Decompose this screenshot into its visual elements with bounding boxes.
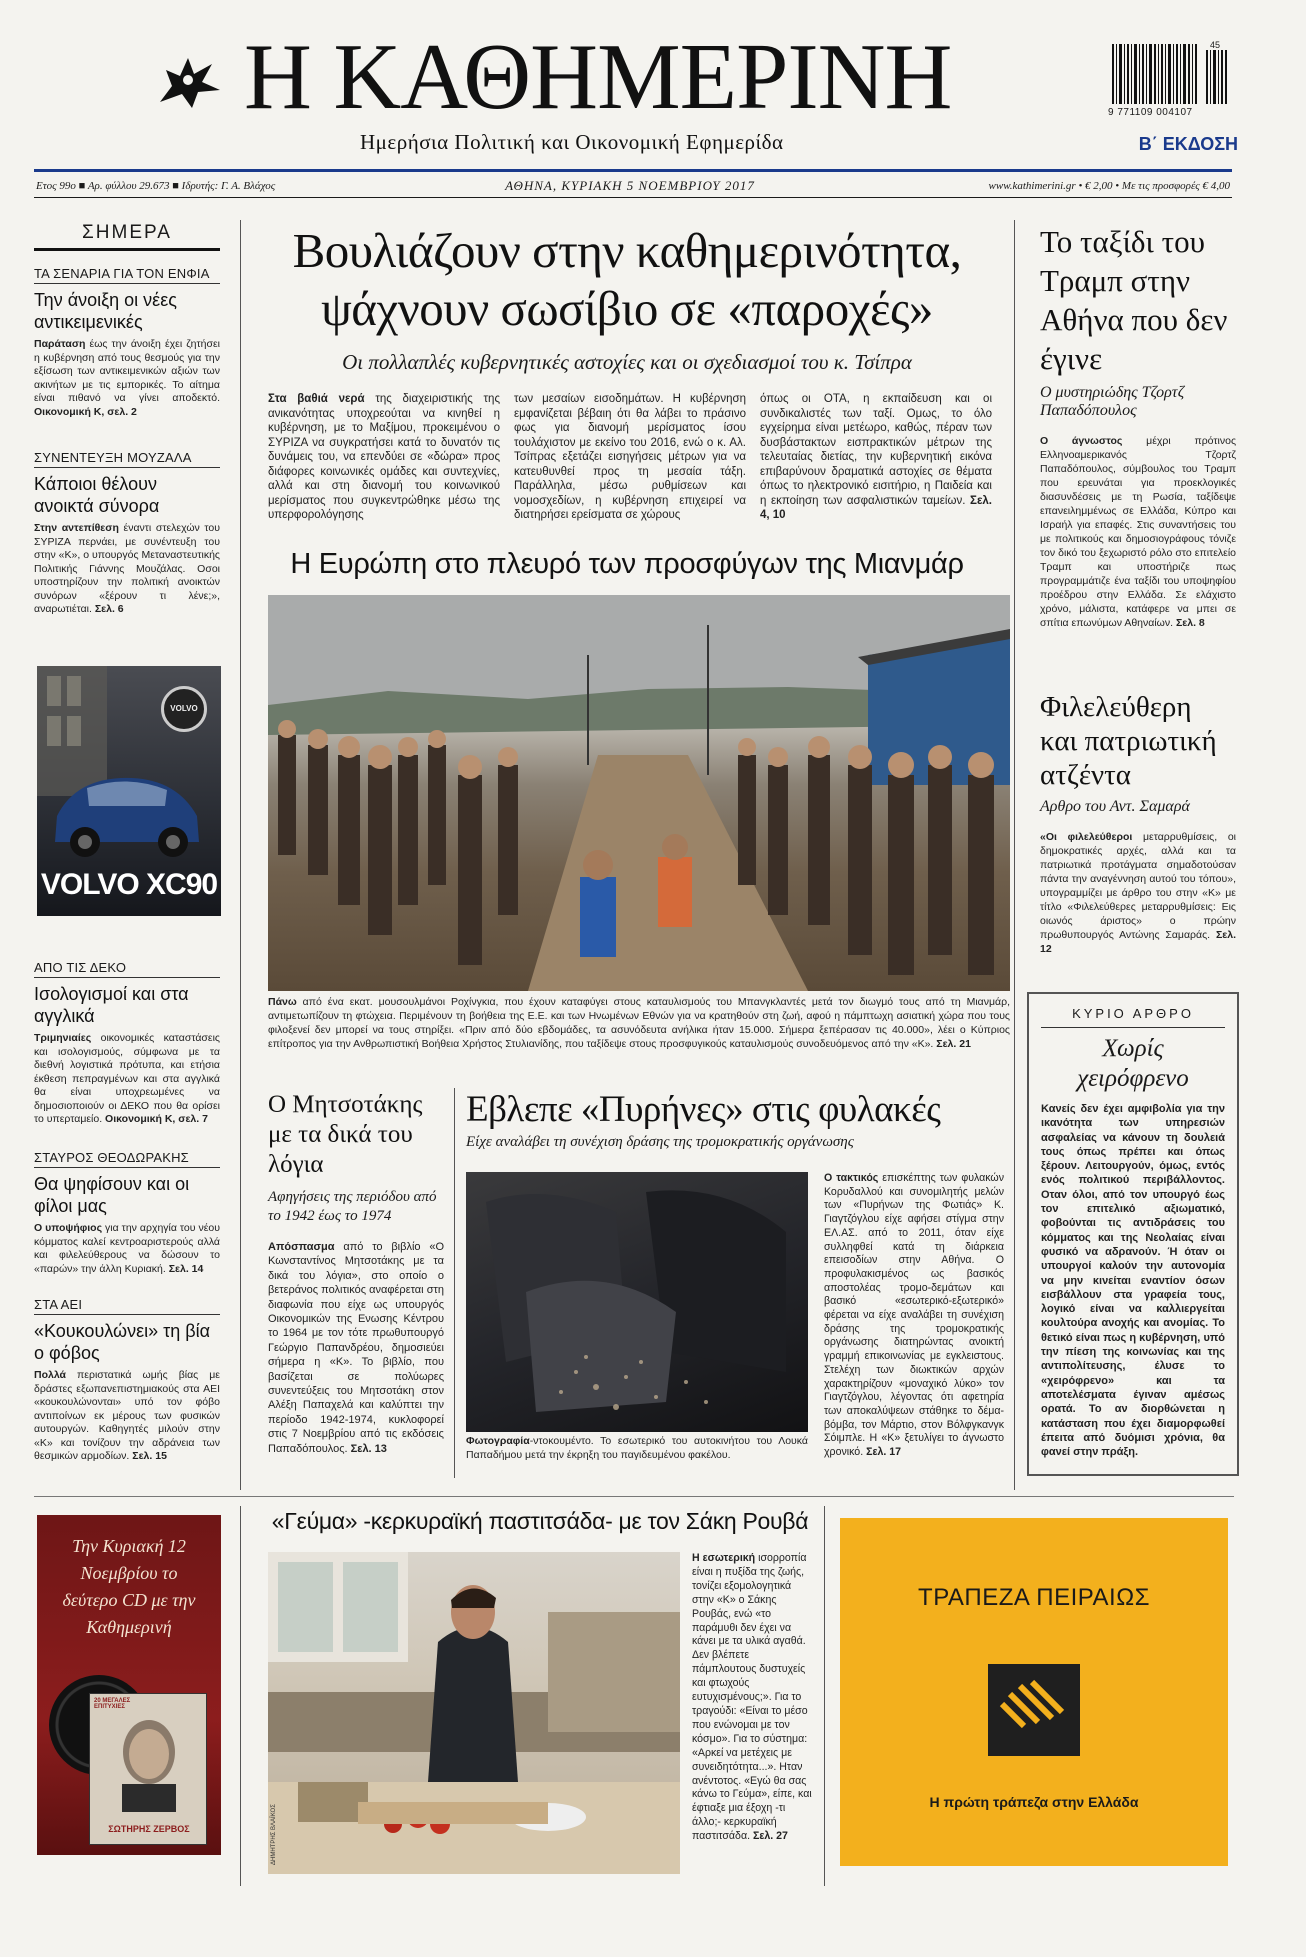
masthead-logo-icon — [150, 40, 228, 118]
pyrines-caption — [466, 1435, 808, 1462]
mitsotakis-body — [268, 1240, 444, 1456]
lead-col-1 — [268, 392, 500, 523]
lead-story[interactable] — [262, 222, 992, 522]
pyrines-caption-lead: Φωτογραφία — [466, 1435, 530, 1447]
pyrines-headline: Εβλεπε «Πυρήνες» στις φυλακές — [466, 1089, 941, 1130]
lead-headline: Βουλιάζουν στην καθημερινότητα, ψάχνουν σωσίβιο σε «παροχές» — [292, 223, 962, 336]
cd-cover — [89, 1693, 207, 1845]
pyrines-caption-text: -ντοκουμέντο. Το εσωτερικό του αυτοκινήτου του Λουκά Παπαδήμου μετά την έκρηξη του παγιδευμένου φακέλου. — [466, 1435, 808, 1461]
bank-slogan: Η πρώτη τράπεζα στην Ελλάδα — [929, 1794, 1139, 1810]
trump-lead: Ο άγνωστος — [1040, 435, 1123, 447]
left-item-text: οικονομικές καταστάσεις και ισολογισμούς, σύμφωνα με τα διεθνή λογιστικά πρότυπα, και ετήσια έκθεση πεπραγμένων και στα αγγλικά θα είναι υποχρεωμένες να δημοσιοποιούν οι ΔΕΚΟ που θα ορίσει το υπερταμείο. — [34, 1032, 220, 1125]
masthead-rule-bottom — [34, 197, 1232, 198]
left-item[interactable] — [34, 450, 220, 617]
mitsotakis-subhead: Αφηγήσεις της περιόδου από το 1942 έως το 1974 — [268, 1189, 437, 1224]
today-title: ΣΗΜΕΡΑ — [34, 222, 220, 251]
barcode-number: 9 771109 004107 — [1108, 107, 1193, 118]
trump-text: μέχρι πρότινος Ελληνοαμερικανός Τζορτζ Παπαδόπουλος, σύμβουλος του Τραμπ που ερευνάται για προεκλογικές διασυνδέσεις με τη Ρωσία, ταξίδεψε επανειλημμένως σε Ελλάδα, Κύπρο και Ισραήλ για επαφές. Στις συναντήσεις του με πολιτικούς και δημοσιογράφους τόνιζε τον δικό του ξεχωριστό ρόλο στο επιτελείο Τραμπ και υποστήριζε πως προγραμμάτιζε ένα ταξίδι του υποψηφίου προέδρου στην Ελλάδα. Σε ελάχιστο χρόνο, μάλιστα, κατάφερε να μπει σε σπίτια επωνύμων Αθηναίων. — [1040, 435, 1236, 629]
lead-lead: Στα βαθιά νερά — [268, 393, 365, 405]
volvo-badge — [161, 686, 207, 732]
left-item-ref: Σελ. 14 — [165, 1262, 204, 1275]
cd-cover-name: ΣΩΤΗΡΗΣ ΖΕΡΒΟΣ — [108, 1824, 190, 1834]
left-item[interactable] — [34, 1150, 220, 1276]
trump-headline: Το ταξίδι του Τραμπ στην Αθήνα που δεν έγινε — [1040, 224, 1228, 376]
barcode-issue: 45 — [1210, 40, 1221, 50]
left-item-kicker: ΣΤΑΥΡΟΣ ΘΕΟΔΩΡΑΚΗΣ — [34, 1150, 220, 1168]
volvo-model: VOLVO XC90 — [40, 868, 218, 901]
left-item-ref: Οικονομική Κ, σελ. 7 — [102, 1113, 208, 1125]
myanmar-ref: Σελ. 21 — [933, 1038, 971, 1050]
left-item-kicker: ΣΤΑ ΑΕΙ — [34, 1297, 220, 1315]
samaras-text: μεταρρυθμίσεις, οι δημοκρατικές αρχές, αλλά και τα πατριωτικά προτάγματα σημαδοτούσαν πάντα την αναγέννηση αυτού του τόπου», υπογραμμίζει με άρθρο του στην «Κ» με τίτλο «Φιλελεύθερες μεταρρυθμίσεις: Εις οιωνός άριστος» ο πρώην πρωθυπουργός Αντώνης Σαμαράς. — [1040, 831, 1236, 941]
left-item-kicker: ΣΥΝΕΝΤΕΥΞΗ ΜΟΥΖΑΛΑ — [34, 450, 220, 468]
bank-logo-icon — [988, 1664, 1080, 1756]
pyrines-body — [824, 1172, 1004, 1460]
samaras-body — [1040, 830, 1236, 956]
myanmar-caption-text: από ένα εκατ. μουσουλμάνοι Ροχίνγκια, που έχουν καταφύγει στους καταυλισμούς του Μπανγκλαντές μετά τον διωγμό τους από τη Μιανμάρ, αντιμετωπίζουν τη φτώχεια. Περιμένουν τη βοήθεια της Ε.Ε. και των Ηνωμένων Εθνών για να κρατηθούν στη ζωή, αφού η πάμπτωχη ασιατική χώρα που τους φιλοξενεί δεν μπορεί να τους στηρίξει. «Πριν από δύο εβδομάδες, τα ασυνόδευτα ανήλικα ήταν 15.000. Σήμερα ξεπέρασαν τις 40.000», λέει ο Κύπριος επίτροπος για την Ανθρωπιστική Βοήθεια Χρήστος Στυλιανίδης, που ταξίδεψε στους προσφυγικούς καταυλισμούς συνοδευόμενος από την «Κ». — [268, 996, 1010, 1050]
trump-body — [1040, 434, 1236, 630]
left-item-text: έναντι στελεχών του ΣΥΡΙΖΑ περνάει, με συνέντευξη του στην «Κ», ο υπουργός Μεταναστευτικής Πολιτικής Γιάννης Μουζάλας. Οσοι υποστηρίζουν την πολιτική ανοικτών συνόρων «ξέρουν τι λένε;», αναρωτιέται. — [34, 522, 221, 615]
left-column — [34, 222, 220, 251]
cd-cover-label: 20 ΜΕΓΑΛΕΣ ΕΠΙΤΥΧΙΕΣ — [94, 1698, 131, 1710]
pyrines-subhead: Είχε αναλάβει τη συνέχιση δράσης της τρομοκρατικής οργάνωσης — [466, 1134, 854, 1150]
trump-byline: Ο μυστηριώδης Τζορτζ Παπαδόπουλος — [1040, 384, 1185, 419]
mitsotakis-text: από το βιβλίο «Ο Κωνσταντίνος Μητσοτάκης με τα δικά του λόγια», στο οποίο ο βετεράνος πολιτικός αναφέρεται στη διαφωνία που είχε ως υπουργός Οικονομικών της Ενωσης Κέντρου το 1964 με τον τότε πρωθυπουργό Γεώργιο Παπανδρέου, δημοσιεύει σήμερα η «Κ». Το βιβλίο, που βασίζεται σε πολύωρες συνεντεύξεις του Μητσοτάκη στον Αλέξη Παπαχελά και καλύπτει την περίοδο 1942-1974, κυκλοφορεί στις 7 Νοεμβρίου από τις εκδόσεις Παπαδόπουλος. — [268, 1241, 444, 1455]
separator-bottom-left — [240, 1506, 241, 1886]
lead-col-2-text: των μεσαίων εισοδημάτων. Η κυβέρνηση εμφανίζεται βέβαιη ότι θα λάβει το πράσινο φως για διανομή μερίσματος ίσου τουλάχιστον με εκείνο του 2016, ενώ ο κ. Αλ. Τσίπρας εξετάζει εισηγήσεις μέτρων για να κατευθυνθεί προς τη μεσαία τάξη. Παράλληλα, μέσω ρυθμίσεων και νομοσχεδίων, η κυβέρνηση επιχειρεί να διατηρήσει ερείσματα σε χώρους — [514, 393, 746, 521]
separator-bottom — [34, 1496, 1234, 1497]
left-item-body — [34, 338, 220, 419]
piraeus-bank-ad[interactable] — [840, 1518, 1228, 1866]
mitsotakis-lead: Απόσπασμα — [268, 1241, 335, 1253]
cd-ad[interactable] — [37, 1515, 221, 1855]
left-item-headline: Ισολογισμοί και στα αγγλικά — [34, 984, 189, 1026]
left-item-lead: Πολλά — [34, 1369, 67, 1381]
left-item-lead: Παράταση — [34, 338, 86, 350]
refugee-crowd-image — [268, 595, 1010, 991]
year-issue: Ετος 99ο ■ Αρ. φύλλου 29.673 ■ Ιδρυτής: Γ. Α. Βλάχος — [36, 180, 276, 192]
myanmar-photo — [268, 595, 1010, 991]
pyrines-photo — [466, 1172, 808, 1432]
rouvas-photo-credit: ΔΗΜΗΤΡΗΣ ΒΛΑΪΚΟΣ — [271, 1804, 277, 1865]
left-item-headline: Κάποιοι θέλουν ανοικτά σύνορα — [34, 474, 160, 516]
myanmar-caption — [268, 995, 1010, 1051]
chef-cooking-image — [268, 1552, 680, 1874]
separator-mitsotakis — [454, 1088, 455, 1478]
left-item-text: περιστατικά ωμής βίας με δράστες εξωπανεπιστημιακούς στα ΑΕΙ «κουκουλώνονται» υπό τον φόβο αντιποίνων εκ μέρους των φυσικών αυτουργών. Καθηγητές μιλούν στην «Κ» και τονίζουν την αδράνεια των θεσμικών αρμοδίων. — [34, 1369, 220, 1462]
cd-portrait-image — [108, 1712, 190, 1812]
myanmar-headline[interactable]: Η Ευρώπη στο πλευρό των προσφύγων της Μιανμάρ — [290, 548, 964, 580]
left-item-lead: Τριμηνιαίες — [34, 1032, 92, 1044]
left-item-lead: Ο υποψήφιος — [34, 1222, 103, 1234]
rouvas-lead: Η εσωτερική — [692, 1552, 756, 1564]
masthead-rule-top — [34, 169, 1232, 172]
dateline: ΑΘΗΝΑ, ΚΥΡΙΑΚΗ 5 ΝΟΕΜΒΡΙΟΥ 2017 — [505, 178, 755, 193]
pyrines-lead: Ο τακτικός — [824, 1172, 879, 1184]
lead-col-1-text: της διαχειριστικής της ανικανότητας υποχρεούται να κινηθεί η κυβέρνηση, με το Μαξίμου, προκειμένου ο ΣΥΡΙΖΑ να συγκρατήσει κατά το δυνατόν τις δυνάμεις του, να επενδύει σε «δώρα» προς διάφορες κοινωνικές ομάδες και συντεχνίες, αλλά και στη διανομή του κοινωνικού μερίσματος που συγκεντρώθηκε μέσω της υπερφορολόγησης — [268, 393, 500, 521]
myanmar-caption-lead: Πάνω — [268, 996, 297, 1008]
rouvas-body — [692, 1552, 816, 1844]
price-line: www.kathimerini.gr • € 2,00 • Με τις προσφορές € 4,00 — [988, 180, 1230, 192]
samaras-lead: «Οι φιλελεύθεροι — [1040, 831, 1133, 843]
samaras-byline: Αρθρο του Αντ. Σαμαρά — [1040, 798, 1190, 815]
rouvas-story[interactable] — [262, 1508, 818, 1878]
pyrines-text: επισκέπτης των φυλακών Κορυδαλλού και συνομιλητής μελών των «Πυρήνων της Φωτιάς» Κ. Γιαγτζόγλου είχε αφήσει στίγμα στην ΕΛ.ΑΣ. από το 2011, όταν είχε συλληφθεί κατά τη διάρκεια επεισοδίων στην Αθήνα. Ο προφυλακισμένος ως βασικός αποστολέας τρομο-δεμάτων και βασικό «εσωτερικό-εξωτερικό» φέρεται να είχε αναλάβει τη συνέχιση δράσης της τρομοκρατικής οργάνωσης διατηρώντας ανοικτή γραμμή επικοινωνίας με εγκλειστους. Στελέχη των διωκτικών αρχών χαρακτηρίζουν «μοναχικό λύκο» τον Γιαγτζόγλου, λέγοντας ότι αφετηρία των αποκαλύψεων στάθηκε το δέμα-βόμβα, τον Μάρτιο, στον Βόλφγκανγκ Σόιμπλε. Η «Κ» ξετυλίγει το άγνωστο χρονικό. — [824, 1172, 1005, 1459]
left-item-ref: Οικονομική Κ, σελ. 2 — [34, 405, 137, 418]
left-item-body — [34, 1222, 220, 1276]
left-item-headline: Την άνοιξη οι νέες αντικειμενικές — [34, 290, 177, 332]
samaras-headline: Φιλελεύθερη και πατριωτική ατζέντα — [1040, 691, 1217, 791]
samaras-story[interactable] — [1040, 690, 1236, 956]
editorial-headline: Χωρίς χειρόφρενο — [1077, 1035, 1189, 1092]
left-item-lead: Στην αντεπίθεση — [34, 522, 119, 534]
left-item-headline: «Κουκουλώνει» τη βία ο φόβος — [34, 1321, 210, 1363]
bank-name: ΤΡΑΠΕΖΑ ΠΕΙΡΑΙΩΣ — [918, 1584, 1150, 1611]
volvo-badge-text: VOLVO — [170, 704, 198, 713]
left-item-headline: Θα ψηφίσουν και οι φίλοι μας — [34, 1174, 190, 1216]
rouvas-ref: Σελ. 27 — [750, 1830, 788, 1843]
trump-story[interactable] — [1040, 222, 1236, 630]
masthead-title: Η ΚΑΘΗΜΕΡΙΝΗ — [244, 25, 952, 129]
left-item-text: για την αρχηγία του νέου κόμματος καλεί κεντροαριστερούς αλλά και φιλελεύθερους να δώσουν το «παρών» την άλλη Κυριακή. — [34, 1222, 221, 1275]
left-item-kicker: ΑΠΟ ΤΙΣ ΔΕΚΟ — [34, 960, 220, 978]
left-item-body — [34, 1369, 220, 1464]
cd-ad-text: Την Κυριακή 12 Νοεμβρίου το δεύτερο CD με την Καθημερινή — [62, 1536, 196, 1637]
pyrines-story[interactable] — [466, 1088, 1006, 1480]
edition-label: Β΄ ΕΚΔΟΣΗ — [1138, 134, 1238, 154]
left-item[interactable] — [34, 960, 220, 1127]
editorial-box[interactable] — [1027, 992, 1239, 1476]
left-item[interactable] — [34, 266, 220, 419]
rouvas-text: ισορροπία είναι η πυξίδα της ζωής, τονίζει εξομολογητικά στην «Κ» ο Σάκης Ρουβάς, ενώ «το παράμυθι δεν έχει να κάνει με τα υλικά αγαθά. Δεν βλέπετε πάμπλουτους δυστυχείς και φτωχούς ευτυχισμένους;». Για το τραγούδι: «Είναι το μέσο που ενώνομαι με τον κόσμο». Για το σύστημα: «Αρκεί να μετέχεις με συνειδητότητα...». Ηταν ανέντοτος. «Εγώ θα σας κάνω το Γεύμα», είπε, και έφτιαξε μια έξοχη -τι άλλο;- κερκυραϊκή παστιτσάδα. — [692, 1552, 812, 1843]
volvo-ad[interactable] — [37, 666, 221, 916]
samaras-ref: Σελ. 12 — [1040, 929, 1236, 955]
mitsotakis-headline: Ο Μητσοτάκης με τα δικά του λόγια — [268, 1091, 423, 1178]
separator-bottom-right — [824, 1506, 825, 1886]
editorial-body: Κανείς δεν έχει αμφιβολία για την ικανότητα των υπηρεσιών ασφαλείας να κάνουν τη δουλειά τους όπως πρέπει και όπως ξέρουν. Λειτουργούν, όμως, εντός ενός πολιτικού περιβάλλοντος. Οταν όλοι, από τον υπουργό έως τον επιτελικό αξιωματικό, φοβούνται τις αντιδράσεις του κόμματος και της Νεολαίας είναι φυσικό να αδρανούν. Ή όταν οι υπουργοί καλούν την αυτονομία να μην κινείται εναντίον όσων εισβάλλουν στα γραφεία τους, λογικό είναι να καλλιεργείται κουλτούρα ανοχής και ανομίας. Το θετικό είναι πως η κυβέρνηση, υπό την πίεση της κοινωνίας και της αντιπολίτευσης, έλυσε το «χειρόφρενο» και τα αποτελέσματα έγιναν αμέσως ορατά. Το αν διορθώνεται η κατάσταση που έχει διαμορφωθεί έπειτα από δυόμισι χρόνια, θα φανεί στην πράξη. — [1041, 1103, 1225, 1459]
lead-ref: Σελ. 4, 10 — [760, 494, 992, 521]
barcode — [1110, 44, 1230, 116]
lead-subhead: Οι πολλαπλές κυβερνητικές αστοχίες και οι σχεδιασμοί του κ. Τσίπρα — [342, 350, 912, 374]
lead-col-2 — [514, 392, 746, 523]
mitsotakis-story[interactable] — [268, 1090, 444, 1456]
separator-right — [1014, 220, 1015, 1490]
trump-ref: Σελ. 8 — [1173, 617, 1205, 629]
masthead-subtitle: Ημερήσια Πολιτική και Οικονομική Εφημερίδα — [360, 130, 784, 154]
lead-col-3-text: όπως οι ΟΤΑ, η εκπαίδευση και οι συνδικαλιστές των ταξί. Ομως, το όλο εγχείρημα είναι μετέωρο, καθώς, πέραν των δυσβάστακτων εισπρακτικών μέτρων της τελευταίας διετίας, την κυβερνητική εικόνα επιβαρύνουν δραματικά αστοχίες σε θέματα όπως το ηλεκτρονικό εισιτήριο, η Παιδεία και η εκποίηση των ασφαλιστικών ταμείων. — [760, 393, 992, 507]
left-item-body — [34, 1032, 220, 1127]
lead-col-3 — [760, 392, 992, 523]
left-item-kicker: ΤΑ ΣΕΝΑΡΙΑ ΓΙΑ ΤΟΝ ΕΝΦΙΑ — [34, 266, 220, 284]
left-item[interactable] — [34, 1297, 220, 1464]
editorial-label: ΚΥΡΙΟ ΑΡΘΡΟ — [1041, 1006, 1225, 1028]
left-item-ref: Σελ. 6 — [91, 603, 124, 615]
separator-left — [240, 220, 241, 1490]
car-interior-image — [466, 1172, 808, 1432]
left-item-body — [34, 522, 220, 617]
pyrines-ref: Σελ. 17 — [863, 1446, 902, 1459]
rouvas-headline: «Γεύμα» -κερκυραϊκή παστιτσάδα- με τον Σάκη Ρουβά — [271, 1508, 809, 1534]
rouvas-photo — [268, 1552, 680, 1874]
left-item-ref: Σελ. 15 — [129, 1450, 167, 1462]
mitsotakis-ref: Σελ. 13 — [347, 1442, 387, 1455]
left-item-text: έως την άνοιξη έχει ζητήσει η κυβέρνηση από τους θεσμούς για την εξίσωση των αντικειμενικών αξιών των ακινήτων με τις εμπορικές. Το αίτημα είναι πιθανό να γίνει αποδεκτό. — [34, 338, 220, 404]
